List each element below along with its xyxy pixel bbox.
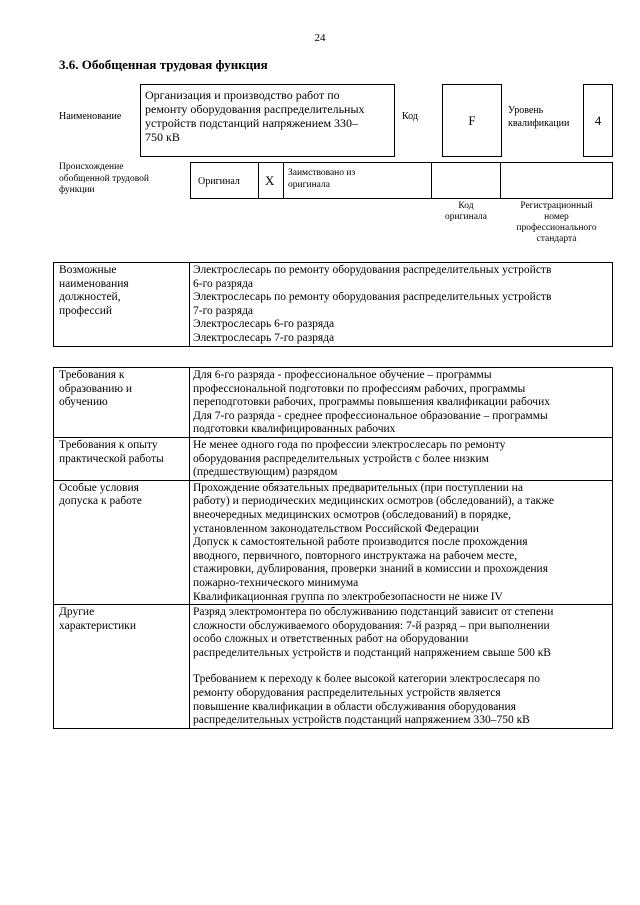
education-value (190, 368, 613, 438)
origin-code-cell (431, 162, 501, 199)
caption-line: Код (458, 201, 474, 211)
reg-number-cell (500, 162, 613, 199)
special-conditions-label (54, 480, 190, 604)
value-line: повышение квалификации в области обслуживания оборудования (193, 700, 516, 713)
experience-label (54, 437, 190, 480)
name-label: Наименование (59, 111, 122, 122)
special-conditions-value (190, 480, 613, 604)
function-name-box (140, 84, 395, 157)
label-line: практической работы (59, 452, 164, 465)
table-row (54, 605, 613, 729)
level-label (508, 104, 569, 130)
value-line: Требованием к переходу к более высокой категории электрослесаря по (193, 673, 540, 686)
positions-value (190, 263, 613, 347)
value-line: Электрослесарь по ремонту оборудования распределительных устройств (193, 264, 552, 276)
value-line: Не менее одного года по профессии электрослесарь по ремонту (193, 438, 506, 451)
label-line: Возможные (59, 264, 117, 276)
positions-table (53, 262, 613, 347)
borrowed-label (288, 167, 355, 191)
value-line: Для 6-го разряда - профессиональное обучение – программы (193, 369, 492, 381)
value-line: работу) и периодических медицинских осмотров (обследований), а также (193, 495, 555, 508)
code-value: F (442, 84, 502, 157)
caption-line: стандарта (536, 234, 577, 244)
other-characteristics-label (54, 605, 190, 729)
section-title: 3.6. Обобщенная трудовая функция (59, 57, 268, 72)
borrowed-label-line: оригинала (288, 180, 330, 190)
function-name-line: устройств подстанций напряжением 330– (145, 116, 359, 130)
paragraph-gap (193, 660, 610, 673)
function-name-line: 750 кВ (145, 130, 180, 144)
origin-row (190, 162, 613, 199)
value-line: Прохождение обязательных предварительных (при поступлении на (193, 481, 523, 494)
label-line: Другие (59, 606, 95, 619)
borrowed-label-line: Заимствовано из (288, 168, 356, 178)
value-line: переподготовки рабочих, программы повышения квалификации рабочих (193, 396, 550, 409)
value-line: Квалификационная группа по электробезопасности не ниже IV (193, 590, 503, 603)
page-number: 24 (314, 32, 326, 44)
origin-label-line: Происхождение (59, 162, 124, 172)
label-line: обучению (59, 396, 108, 409)
label-line: наименования (59, 277, 129, 290)
caption-line: Регистрационный (520, 201, 593, 211)
positions-label (54, 263, 190, 347)
value-line: стажировки, дублирования, проверки знаний в комиссии и прохождения (193, 563, 548, 576)
value-line: оборудования распределительных устройств с более низким (193, 452, 489, 465)
label-line: Особые условия (59, 481, 139, 494)
origin-code-caption (431, 201, 501, 223)
level-value: 4 (583, 84, 613, 157)
value-line: Для 7-го разряда - среднее профессиональное образование – программы (193, 409, 548, 422)
value-line: Электрослесарь 6-го разряда (193, 318, 335, 331)
caption-line: оригинала (445, 212, 487, 222)
caption-line: профессионального (516, 223, 597, 233)
label-line: образованию и (59, 382, 132, 395)
value-line: установленном законодательством Российской Федерации (193, 522, 479, 535)
label-line: Требования к опыту (59, 438, 158, 451)
label-line: должностей, (59, 291, 121, 304)
original-mark-cell (258, 162, 284, 199)
value-line: 7-го разряда (193, 304, 254, 317)
value-line: распределительных устройств подстанций напряжением 330–750 кВ (193, 714, 530, 727)
value-line: Электрослесарь 7-го разряда (193, 331, 335, 344)
education-label (54, 368, 190, 438)
caption-line: номер (544, 212, 569, 222)
code-label: Код (402, 111, 418, 122)
reg-number-caption (500, 201, 613, 245)
requirements-table (53, 367, 613, 729)
value-line: распределительных устройств и подстанций напряжением свыше 500 кВ (193, 646, 551, 659)
value-line: (предшествующим) разрядом (193, 466, 338, 479)
other-characteristics-value (190, 605, 613, 729)
table-row (54, 437, 613, 480)
table-row (54, 368, 613, 438)
value-line: подготовки квалифицированных рабочих (193, 423, 396, 436)
label-line: характеристики (59, 619, 137, 632)
level-label-line: квалификации (508, 118, 570, 129)
value-line: пожарно-технического минимума (193, 576, 359, 589)
original-cell (190, 162, 259, 199)
origin-label-line: обобщенной трудовой (59, 173, 149, 184)
function-name-line: ремонту оборудования распределительных (145, 102, 365, 116)
label-line: Требования к (59, 369, 125, 381)
value-line: сложности обслуживаемого оборудования: 7-й разряд – при выполнении (193, 619, 550, 632)
value-line: Электрослесарь по ремонту оборудования распределительных устройств (193, 291, 552, 304)
original-mark: X (265, 173, 275, 188)
borrowed-cell (283, 162, 432, 199)
value-line: вводного, первичного, повторного инструктажа на рабочем месте, (193, 549, 518, 562)
value-line: ремонту оборудования распределительных устройств является (193, 687, 501, 700)
value-line: Разряд электромонтера по обслуживанию подстанций зависит от степени (193, 606, 554, 619)
function-name-line: Организация и производство работ по (145, 88, 340, 102)
value-line: внеочередных медицинских осмотров (обследований) в порядке, (193, 508, 512, 521)
origin-label (59, 162, 149, 197)
origin-label-line: функции (59, 185, 95, 195)
value-line: особо сложных и ответственных работ на оборудовании (193, 633, 469, 646)
label-line: допуска к работе (59, 495, 142, 508)
level-label-line: Уровень (508, 105, 544, 116)
table-row (54, 263, 613, 347)
experience-value (190, 437, 613, 480)
value-line: 6-го разряда (193, 277, 254, 290)
value-line: Допуск к самостоятельной работе производится после прохождения (193, 536, 528, 549)
label-line: профессий (59, 304, 113, 317)
table-row (54, 480, 613, 604)
value-line: профессиональной подготовки по профессиям рабочих, программы (193, 382, 526, 395)
original-label: Оригинал (198, 176, 240, 187)
